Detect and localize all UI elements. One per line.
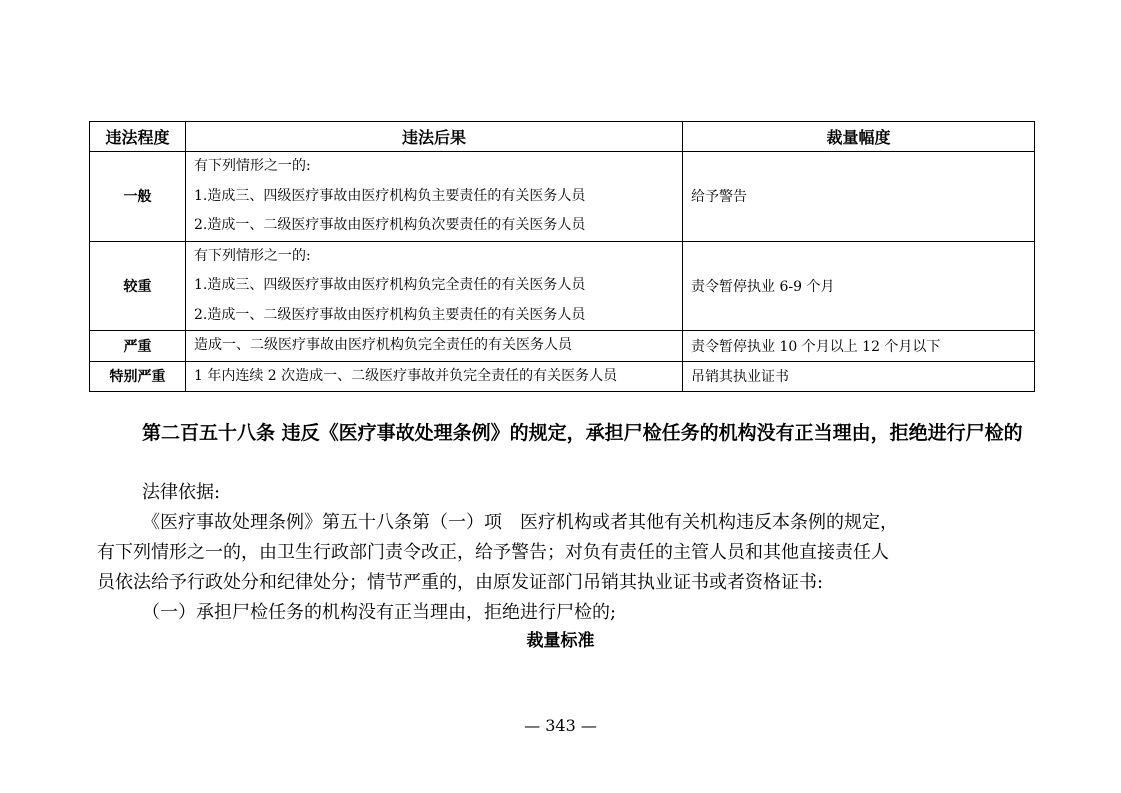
level-cell: 严重 [90,331,186,362]
table-row [90,152,1035,242]
consequence-line: 1.造成三、四级医疗事故由医疗机构负完全责任的有关医务人员 [194,277,586,293]
legal-text-line: 《医疗事故处理条例》第五十八条第（一）项 医疗机构或者其他有关机构违反本条例的规定， [142,512,898,533]
level-cell: 一般 [90,152,186,242]
level-cell: 特别严重 [90,361,186,392]
consequence-cell [186,331,683,362]
clause-text: （一）承担尸检任务的机构没有正当理由，拒绝进行尸检的; [142,602,617,623]
consequence-line: 1.造成三、四级医疗事故由医疗机构负主要责任的有关医务人员 [194,187,586,204]
consequence-line: 造成一、二级医疗事故由医疗机构负完全责任的有关医务人员 [194,337,572,353]
legal-text-line: 有下列情形之一的，由卫生行政部门责令改正，给予警告；对负有责任的主管人员和其他直接责任人 [97,542,889,563]
header-violation-degree: 违法程度 [90,122,186,152]
page-number: — 343 — [524,716,597,735]
penalty-table [89,121,1035,392]
penalty-cell: 责令暂停执业 6-9 个月 [683,241,1035,331]
header-penalty-range: 裁量幅度 [683,122,1035,152]
consequence-cell [186,361,683,392]
consequence-line: 有下列情形之一的: [194,158,311,174]
consequence-line: 有下列情形之一的: [194,247,311,264]
table-row [90,361,1035,392]
table-header-row [90,122,1035,152]
consequence-cell [186,241,683,331]
level-cell: 较重 [90,241,186,331]
standard-title: 裁量标准 [526,631,595,651]
penalty-cell: 责令暂停执业 10 个月以上 12 个月以下 [683,331,1035,362]
legal-basis-label: 法律依据: [142,482,221,503]
consequence-line: 1 年内连续 2 次造成一、二级医疗事故并负完全责任的有关医务人员 [194,367,618,384]
article-heading: 第二百五十八条 违反《医疗事故处理条例》的规定，承担尸检任务的机构没有正当理由，拒绝进行尸检的 [142,422,1023,444]
penalty-cell: 给予警告 [683,152,1035,242]
consequence-line: 2.造成一、二级医疗事故由医疗机构负次要责任的有关医务人员 [194,217,586,233]
penalty-cell: 吊销其执业证书 [683,361,1035,392]
header-violation-consequence: 违法后果 [186,122,683,152]
consequence-cell [186,152,683,242]
consequence-line: 2.造成一、二级医疗事故由医疗机构负主要责任的有关医务人员 [194,306,586,323]
table-row [90,241,1035,331]
legal-text-line: 员依法给予行政处分和纪律处分；情节严重的，由原发证部门吊销其执业证书或者资格证书: [97,572,824,593]
table-row [90,331,1035,362]
